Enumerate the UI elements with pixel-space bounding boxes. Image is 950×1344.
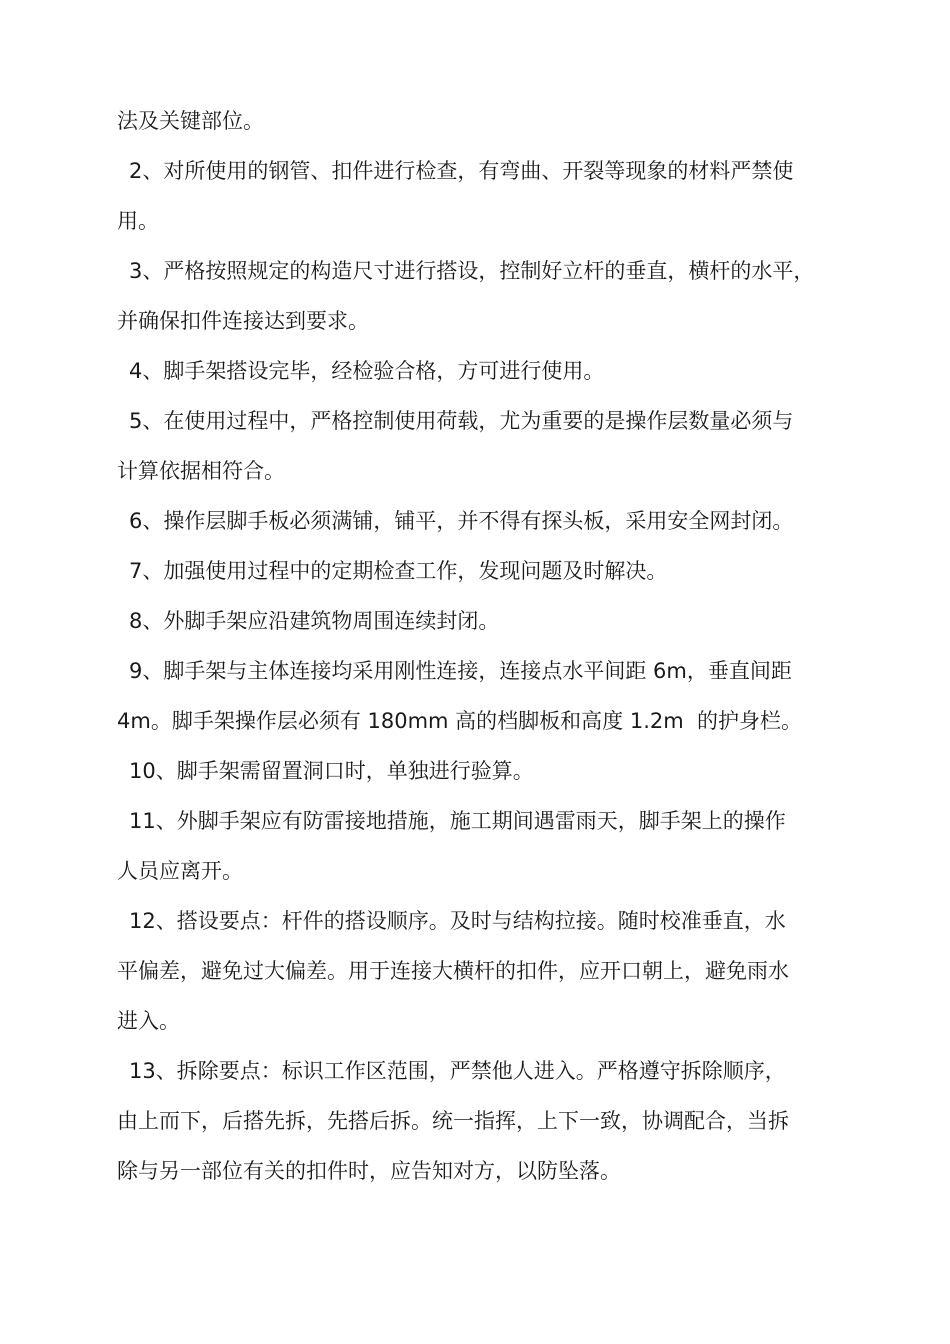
item-6-line: 6、操作层脚手板必须满铺，铺平，并不得有探头板，采用安全网封闭。 <box>129 509 794 533</box>
text-line: 4m。脚手架操作层必须有 180mm 高的档脚板和高度 1.2m 的护身栏。 <box>117 709 803 733</box>
item-5-line: 5、在使用过程中，严格控制使用荷载，尤为重要的是操作层数量必须与 <box>129 409 794 433</box>
item-13-line: 13、拆除要点：标识工作区范围，严禁他人进入。严格遵守拆除顺序， <box>129 1059 786 1083</box>
item-4-line: 4、脚手架搭设完毕，经检验合格，方可进行使用。 <box>129 359 605 383</box>
item-10-line: 10、脚手架需留置洞口时，单独进行验算。 <box>129 759 534 783</box>
document-page <box>117 96 833 1196</box>
text-line: 法及关键部位。 <box>117 109 264 133</box>
item-2-line: 2、对所使用的钢管、扣件进行检查，有弯曲、开裂等现象的材料严禁使 <box>129 159 794 183</box>
item-9-line: 9、脚手架与主体连接均采用刚性连接，连接点水平间距 6m，垂直间距 <box>129 659 792 683</box>
text-line: 计算依据相符合。 <box>117 459 285 483</box>
text-line: 除与另一部位有关的扣件时，应告知对方，以防坠落。 <box>117 1159 621 1183</box>
text-line: 用。 <box>117 209 159 233</box>
item-11-line: 11、外脚手架应有防雷接地措施，施工期间遇雷雨天，脚手架上的操作 <box>129 809 786 833</box>
text-line: 进入。 <box>117 1009 180 1033</box>
item-8-line: 8、外脚手架应沿建筑物周围连续封闭。 <box>129 609 500 633</box>
text-line: 平偏差，避免过大偏差。用于连接大横杆的扣件，应开口朝上，避免雨水 <box>117 959 789 983</box>
text-line: 并确保扣件连接达到要求。 <box>117 309 369 333</box>
item-12-line: 12、搭设要点：杆件的搭设顺序。及时与结构拉接。随时校准垂直，水 <box>129 909 786 933</box>
text-line: 人员应离开。 <box>117 859 243 883</box>
item-3-line: 3、严格按照规定的构造尺寸进行搭设，控制好立杆的垂直，横杆的水平， <box>129 259 815 283</box>
item-7-line: 7、加强使用过程中的定期检查工作，发现问题及时解决。 <box>129 559 668 583</box>
text-line: 由上而下，后搭先拆，先搭后拆。统一指挥，上下一致，协调配合，当拆 <box>117 1109 789 1133</box>
